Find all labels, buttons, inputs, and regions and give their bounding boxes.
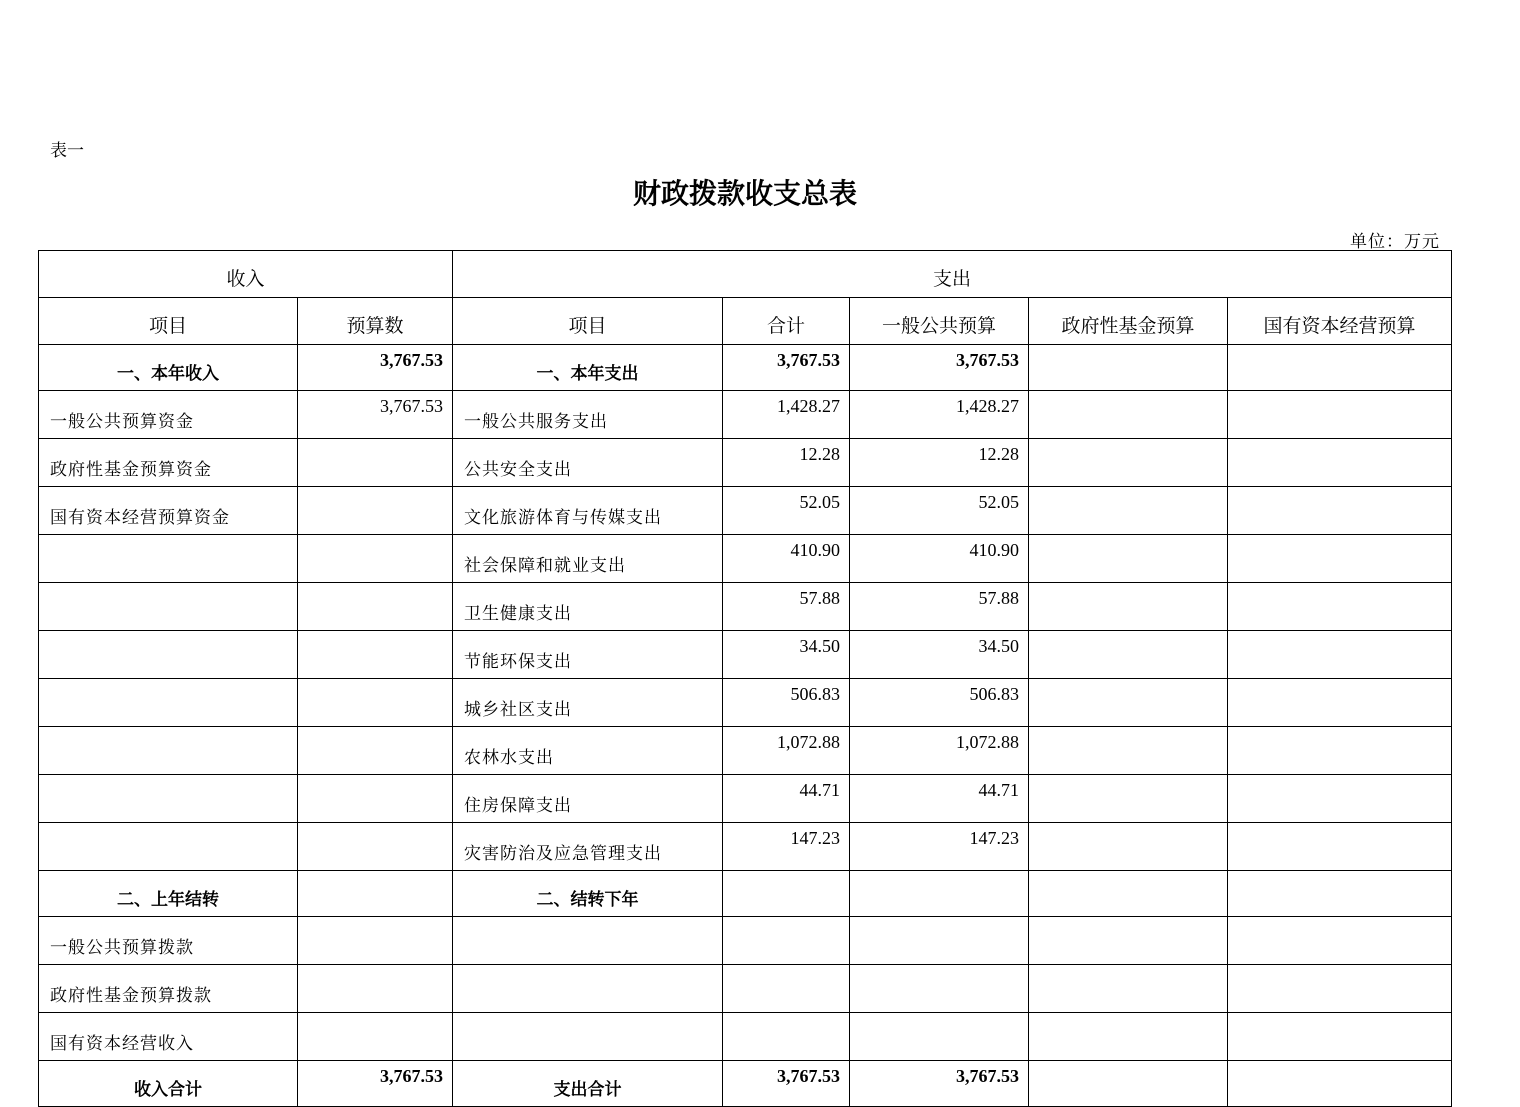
state-capital-cell bbox=[1228, 823, 1452, 871]
income-value-cell bbox=[298, 1013, 453, 1061]
income-item-cell bbox=[39, 583, 298, 631]
income-item-cell: 政府性基金预算资金 bbox=[39, 439, 298, 487]
expense-total-cell: 57.88 bbox=[723, 583, 850, 631]
income-item-cell bbox=[39, 679, 298, 727]
general-public-cell: 506.83 bbox=[850, 679, 1029, 727]
state-capital-cell bbox=[1228, 1013, 1452, 1061]
general-public-cell: 1,072.88 bbox=[850, 727, 1029, 775]
expense-total-cell: 44.71 bbox=[723, 775, 850, 823]
expense-total-label: 支出合计 bbox=[453, 1061, 723, 1107]
state-capital-cell bbox=[1228, 775, 1452, 823]
expense-total-cell: 506.83 bbox=[723, 679, 850, 727]
table-row bbox=[39, 727, 1452, 775]
income-value-cell bbox=[298, 679, 453, 727]
table-row bbox=[39, 679, 1452, 727]
table-row bbox=[39, 775, 1452, 823]
expense-total-cell: 34.50 bbox=[723, 631, 850, 679]
income-value-cell: 3,767.53 bbox=[298, 391, 453, 439]
income-value-cell: 3,767.53 bbox=[298, 345, 453, 391]
state-capital-cell bbox=[1228, 965, 1452, 1013]
general-public-cell: 44.71 bbox=[850, 775, 1029, 823]
general-public-total-value: 3,767.53 bbox=[850, 1061, 1029, 1107]
income-group-header: 收入 bbox=[39, 251, 453, 298]
state-capital-cell bbox=[1228, 631, 1452, 679]
state-capital-cell bbox=[1228, 871, 1452, 917]
income-item-cell bbox=[39, 535, 298, 583]
income-value-cell bbox=[298, 965, 453, 1013]
state-capital-cell bbox=[1228, 439, 1452, 487]
general-public-cell: 410.90 bbox=[850, 535, 1029, 583]
unit-note: 单位：万元 bbox=[1350, 232, 1440, 252]
income-value-cell bbox=[298, 487, 453, 535]
income-value-cell bbox=[298, 917, 453, 965]
income-value-cell bbox=[298, 583, 453, 631]
table-row bbox=[39, 965, 1452, 1013]
table-row bbox=[39, 631, 1452, 679]
gov-fund-cell bbox=[1029, 823, 1228, 871]
general-public-cell: 1,428.27 bbox=[850, 391, 1029, 439]
state-capital-cell bbox=[1228, 917, 1452, 965]
expense-item-cell: 公共安全支出 bbox=[453, 439, 723, 487]
expense-total-cell bbox=[723, 1013, 850, 1061]
expense-total-cell: 410.90 bbox=[723, 535, 850, 583]
expense-item-cell bbox=[453, 917, 723, 965]
table-row bbox=[39, 439, 1452, 487]
table-row bbox=[39, 535, 1452, 583]
general-public-cell: 147.23 bbox=[850, 823, 1029, 871]
expense-item-cell bbox=[453, 965, 723, 1013]
income-item-cell: 政府性基金预算拨款 bbox=[39, 965, 298, 1013]
table-row bbox=[39, 391, 1452, 439]
table-row bbox=[39, 345, 1452, 391]
income-item-cell: 一般公共预算拨款 bbox=[39, 917, 298, 965]
table-row bbox=[39, 487, 1452, 535]
income-value-cell bbox=[298, 727, 453, 775]
income-value-cell bbox=[298, 871, 453, 917]
table-row bbox=[39, 917, 1452, 965]
expense-total-cell: 12.28 bbox=[723, 439, 850, 487]
gov-fund-cell bbox=[1029, 391, 1228, 439]
expense-item-cell: 灾害防治及应急管理支出 bbox=[453, 823, 723, 871]
general-public-cell: 57.88 bbox=[850, 583, 1029, 631]
income-item-cell bbox=[39, 775, 298, 823]
general-public-cell bbox=[850, 965, 1029, 1013]
expense-total-cell: 147.23 bbox=[723, 823, 850, 871]
expense-total-cell: 52.05 bbox=[723, 487, 850, 535]
state-capital-cell bbox=[1228, 487, 1452, 535]
general-public-cell bbox=[850, 871, 1029, 917]
expense-item-cell: 城乡社区支出 bbox=[453, 679, 723, 727]
general-public-cell: 34.50 bbox=[850, 631, 1029, 679]
general-public-cell bbox=[850, 1013, 1029, 1061]
income-item-cell: 国有资本经营预算资金 bbox=[39, 487, 298, 535]
gov-fund-cell bbox=[1029, 917, 1228, 965]
group-header-row bbox=[39, 251, 1452, 298]
expense-item-cell: 农林水支出 bbox=[453, 727, 723, 775]
general-public-cell: 52.05 bbox=[850, 487, 1029, 535]
gov-fund-cell bbox=[1029, 439, 1228, 487]
income-item-cell: 国有资本经营收入 bbox=[39, 1013, 298, 1061]
table-row bbox=[39, 823, 1452, 871]
gov-fund-header: 政府性基金预算 bbox=[1029, 298, 1228, 345]
income-item-header: 项目 bbox=[39, 298, 298, 345]
expense-item-cell bbox=[453, 1013, 723, 1061]
expense-item-cell: 一般公共服务支出 bbox=[453, 391, 723, 439]
state-capital-cell bbox=[1228, 345, 1452, 391]
state-capital-total-value bbox=[1228, 1061, 1452, 1107]
column-header-row bbox=[39, 298, 1452, 345]
state-capital-cell bbox=[1228, 535, 1452, 583]
expense-item-cell: 二、结转下年 bbox=[453, 871, 723, 917]
expense-item-cell: 一、本年支出 bbox=[453, 345, 723, 391]
gov-fund-cell bbox=[1029, 487, 1228, 535]
state-capital-cell bbox=[1228, 391, 1452, 439]
expense-item-cell: 社会保障和就业支出 bbox=[453, 535, 723, 583]
general-public-header: 一般公共预算 bbox=[850, 298, 1029, 345]
expense-item-header: 项目 bbox=[453, 298, 723, 345]
expense-item-cell: 住房保障支出 bbox=[453, 775, 723, 823]
income-item-cell: 一般公共预算资金 bbox=[39, 391, 298, 439]
expense-total-cell: 1,428.27 bbox=[723, 391, 850, 439]
income-value-cell bbox=[298, 631, 453, 679]
income-item-cell: 一、本年收入 bbox=[39, 345, 298, 391]
gov-fund-cell bbox=[1029, 631, 1228, 679]
general-public-cell: 12.28 bbox=[850, 439, 1029, 487]
state-capital-cell bbox=[1228, 679, 1452, 727]
income-value-cell bbox=[298, 775, 453, 823]
expense-total-cell: 1,072.88 bbox=[723, 727, 850, 775]
income-item-cell bbox=[39, 727, 298, 775]
expense-item-cell: 文化旅游体育与传媒支出 bbox=[453, 487, 723, 535]
total-header: 合计 bbox=[723, 298, 850, 345]
gov-fund-cell bbox=[1029, 1013, 1228, 1061]
general-public-cell bbox=[850, 917, 1029, 965]
gov-fund-cell bbox=[1029, 727, 1228, 775]
expense-item-cell: 卫生健康支出 bbox=[453, 583, 723, 631]
income-budget-header: 预算数 bbox=[298, 298, 453, 345]
expense-group-header: 支出 bbox=[453, 251, 1452, 298]
income-total-value: 3,767.53 bbox=[298, 1061, 453, 1107]
state-capital-cell bbox=[1228, 583, 1452, 631]
gov-fund-cell bbox=[1029, 965, 1228, 1013]
income-item-cell bbox=[39, 823, 298, 871]
state-capital-cell bbox=[1228, 727, 1452, 775]
expense-total-cell: 3,767.53 bbox=[723, 345, 850, 391]
totals-row bbox=[39, 1061, 1452, 1107]
income-value-cell bbox=[298, 823, 453, 871]
income-value-cell bbox=[298, 439, 453, 487]
gov-fund-cell bbox=[1029, 775, 1228, 823]
expense-total-value: 3,767.53 bbox=[723, 1061, 850, 1107]
gov-fund-cell bbox=[1029, 535, 1228, 583]
income-total-label: 收入合计 bbox=[39, 1061, 298, 1107]
table-label: 表一 bbox=[50, 141, 84, 161]
gov-fund-cell bbox=[1029, 871, 1228, 917]
general-public-cell: 3,767.53 bbox=[850, 345, 1029, 391]
gov-fund-cell bbox=[1029, 345, 1228, 391]
expense-total-cell bbox=[723, 965, 850, 1013]
expense-total-cell bbox=[723, 871, 850, 917]
gov-fund-total-value bbox=[1029, 1061, 1228, 1107]
table-row bbox=[39, 871, 1452, 917]
page-title: 财政拨款收支总表 bbox=[632, 177, 857, 210]
budget-summary-table bbox=[38, 250, 1452, 1107]
table-row bbox=[39, 583, 1452, 631]
expense-item-cell: 节能环保支出 bbox=[453, 631, 723, 679]
state-capital-header: 国有资本经营预算 bbox=[1228, 298, 1452, 345]
income-item-cell bbox=[39, 631, 298, 679]
income-value-cell bbox=[298, 535, 453, 583]
expense-total-cell bbox=[723, 917, 850, 965]
table-row bbox=[39, 1013, 1452, 1061]
gov-fund-cell bbox=[1029, 583, 1228, 631]
income-item-cell: 二、上年结转 bbox=[39, 871, 298, 917]
gov-fund-cell bbox=[1029, 679, 1228, 727]
